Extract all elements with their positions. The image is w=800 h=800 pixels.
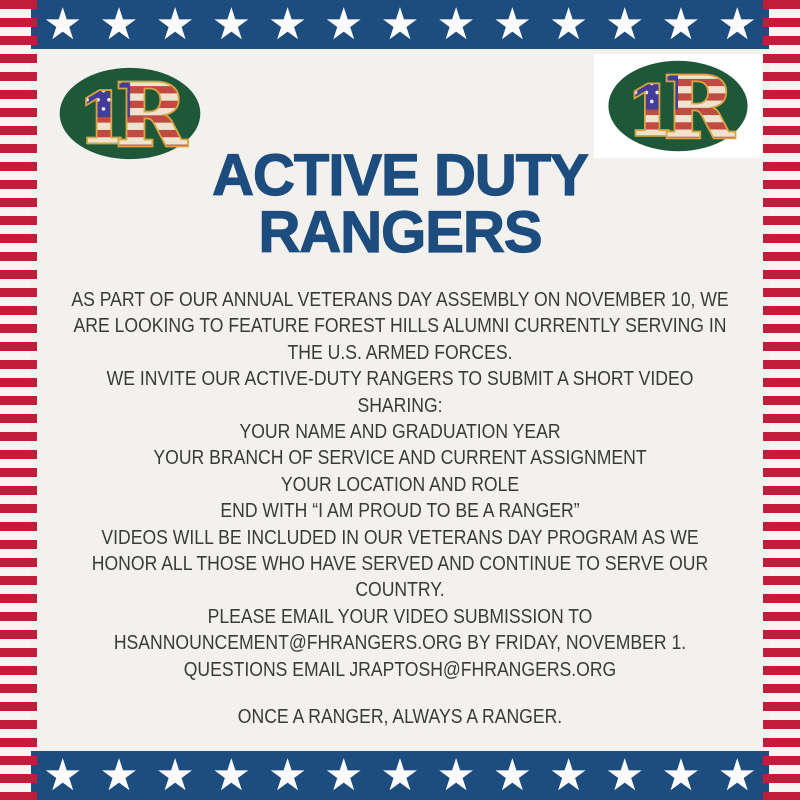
body-line: WE INVITE OUR ACTIVE-DUTY RANGERS TO SUBMIT A SHORT VIDEO: [106, 368, 694, 391]
star-icon: ★: [548, 749, 589, 800]
star-icon: ★: [99, 0, 139, 50]
star-icon: ★: [492, 0, 533, 50]
body-line: COUNTRY.: [355, 579, 445, 602]
logo-letter-r: R: [115, 66, 187, 161]
body-line: ARE LOOKING TO FEATURE FOREST HILLS ALUMNI CURRENTLY SERVING IN: [73, 315, 727, 338]
body-line: VIDEOS WILL BE INCLUDED IN OUR VETERANS DAY PROGRAM AS WE: [101, 526, 699, 549]
star-icon: ★: [436, 749, 476, 800]
body-line: HONOR ALL THOSE WHO HAVE SERVED AND CONTINUE TO SERVE OUR: [91, 553, 709, 576]
body-line-email-submission: HSANNOUNCEMENT@FHRANGERS.ORG BY FRIDAY, NOVEMBER 1.: [113, 632, 687, 655]
star-icon: ★: [99, 749, 139, 800]
star-icon: ★: [43, 749, 83, 800]
star-icon: ★: [492, 749, 533, 800]
star-icon: ★: [380, 749, 420, 800]
body-line: AS PART OF OUR ANNUAL VETERANS DAY ASSEMBLY ON NOVEMBER 10, WE: [71, 289, 729, 311]
star-icon: ★: [267, 0, 308, 50]
star-icon: ★: [661, 0, 701, 50]
body-line: PLEASE EMAIL YOUR VIDEO SUBMISSION TO: [207, 605, 593, 628]
star-icon: ★: [43, 0, 83, 50]
logo-digit-1: 1: [78, 78, 127, 160]
star-icon: ★: [267, 749, 308, 800]
star-icon: ★: [605, 749, 645, 800]
headline: ACTIVE DUTY RANGERS: [212, 143, 588, 265]
rangers-logo-left: [56, 66, 204, 161]
star-icon: ★: [211, 0, 252, 50]
stripe-border-left: [0, 0, 31, 800]
body-line: END WITH “I AM PROUD TO BE A RANGER”: [220, 500, 580, 523]
star-icon: ★: [717, 749, 757, 800]
body-line: YOUR BRANCH OF SERVICE AND CURRENT ASSIGNMENT: [153, 447, 647, 470]
star-icon: ★: [155, 0, 195, 50]
star-icon: ★: [380, 0, 420, 50]
star-icon: ★: [324, 0, 364, 50]
star-icon: ★: [211, 749, 252, 800]
body-line: THE U.S. ARMED FORCES.: [287, 341, 513, 364]
star-icon: ★: [324, 749, 364, 800]
body-line: SHARING:: [357, 394, 443, 417]
announcement-body: [48, 287, 752, 683]
tagline: ONCE A RANGER, ALWAYS A RANGER.: [237, 706, 563, 728]
star-icon: ★: [605, 0, 645, 50]
logo-digit-1: 1: [626, 71, 675, 152]
star-icon: ★: [717, 0, 757, 50]
star-icon: ★: [548, 0, 589, 50]
star-icon: ★: [436, 0, 476, 50]
logo-letter-r: R: [663, 59, 735, 153]
rangers-logo-right-card: [594, 54, 762, 158]
star-icon: ★: [155, 749, 195, 800]
star-banner-bottom: [31, 751, 769, 800]
star-banner-top: [31, 0, 769, 49]
stripe-border-right: [769, 0, 800, 800]
body-line-email-questions: QUESTIONS EMAIL JRAPTOSH@FHRANGERS.ORG: [183, 658, 617, 681]
star-icon: ★: [661, 749, 701, 800]
body-line: YOUR LOCATION AND ROLE: [280, 473, 520, 496]
rangers-logo-right: [603, 59, 753, 153]
body-line: YOUR NAME AND GRADUATION YEAR: [239, 421, 561, 444]
